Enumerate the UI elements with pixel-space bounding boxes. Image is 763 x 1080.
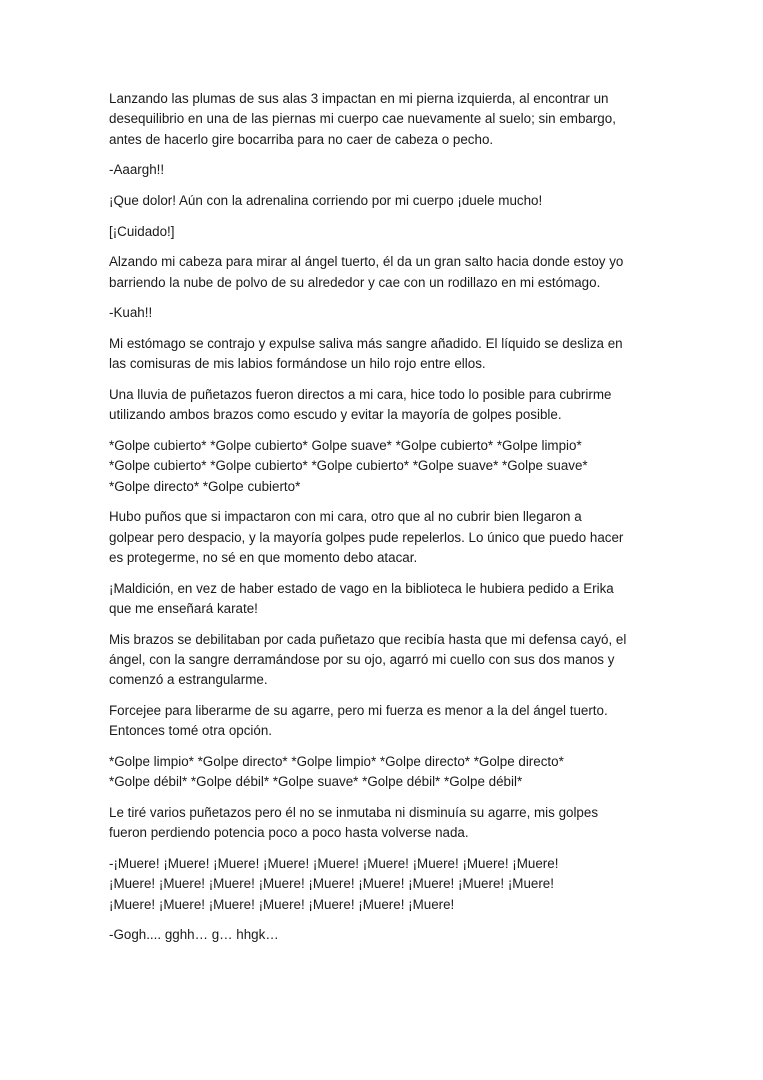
paragraph: *Golpe cubierto* *Golpe cubierto* Golpe suave* *Golpe cubierto* *Golpe limpio* *Golpe cubierto* *Golpe cubierto* *Golpe cubierto* *Golpe suave* *Golpe suave* *Golpe directo* *Golpe cubierto* [109,437,588,494]
paragraph: Mis brazos se debilitaban por cada puñetazo que recibía hasta que mi defensa cayó, el ángel, con la sangre derramándose por su ojo, agarró mi cuello con sus dos manos y comenzó a estrangularme. [109,631,627,688]
paragraph: Alzando mi cabeza para mirar al ángel tuerto, él da un gran salto hacia donde estoy yo barriendo la nube de polvo de su alrededor y cae con un rodillazo en mi estómago. [109,254,624,290]
paragraph: Mi estómago se contrajo y expulse saliva más sangre añadido. El líquido se desliza en las comisuras de mis labios formándose un hilo rojo entre ellos. [109,335,623,372]
paragraph: -Gogh.... gghh… g… hhgk… [109,927,279,943]
paragraph: Forcejee para liberarme de su agarre, pero mi fuerza es menor a la del ángel tuerto. Entonces tomé otra opción. [109,703,608,739]
paragraph: Una lluvia de puñetazos fueron directos a mi cara, hice todo lo posible para cubrirme utilizando ambos brazos como escudo y evitar la mayoría de golpes posible. [109,386,612,423]
paragraph: -Kuah!! [109,305,153,321]
paragraph: Lanzando las plumas de sus alas 3 impactan en mi pierna izquierda, al encontrar un desequilibrio en una de las piernas mi cuerpo cae nuevamente al suelo; sin embargo, antes de hacerlo gire bocarriba para no caer de cabeza o pecho. [109,91,616,147]
paragraph: *Golpe limpio* *Golpe directo* *Golpe limpio* *Golpe directo* *Golpe directo* *Golpe débil* *Golpe débil* *Golpe suave* *Golpe débil* *Golpe débil* [109,754,564,790]
paragraph: Hubo puños que si impactaron con mi cara, otro que al no cubrir bien llegaron a golpear pero despacio, y la mayoría golpes pude repelerlos. Lo único que puedo hacer es protegerme, no sé en que momento debo atacar. [109,509,624,565]
paragraph: ¡Que dolor! Aún con la adrenalina corriendo por mi cuerpo ¡duele mucho! [109,193,543,208]
paragraph: -Aaargh!! [109,162,165,178]
paragraph: -¡Muere! ¡Muere! ¡Muere! ¡Muere! ¡Muere! ¡Muere! ¡Muere! ¡Muere! ¡Muere! ¡Muere! ¡Muere! ¡Muere! ¡Muere! ¡Muere! ¡Muere! ¡Muere! ¡Muere! ¡Muere! ¡Muere! ¡Muere! ¡Muere! ¡Muere! ¡Muere! ¡Muere! ¡Muere! [109,856,559,912]
paragraph: Le tiré varios puñetazos pero él no se inmutaba ni disminuía su agarre, mis golpes fueron perdiendo potencia poco a poco hasta volverse nada. [109,805,599,841]
paragraph: ¡Maldición, en vez de haber estado de vago en la biblioteca le hubiera pedido a Erika que me enseñará karate! [109,580,614,616]
document-page [109,89,639,956]
paragraph: [¡Cuidado!] [109,223,175,239]
